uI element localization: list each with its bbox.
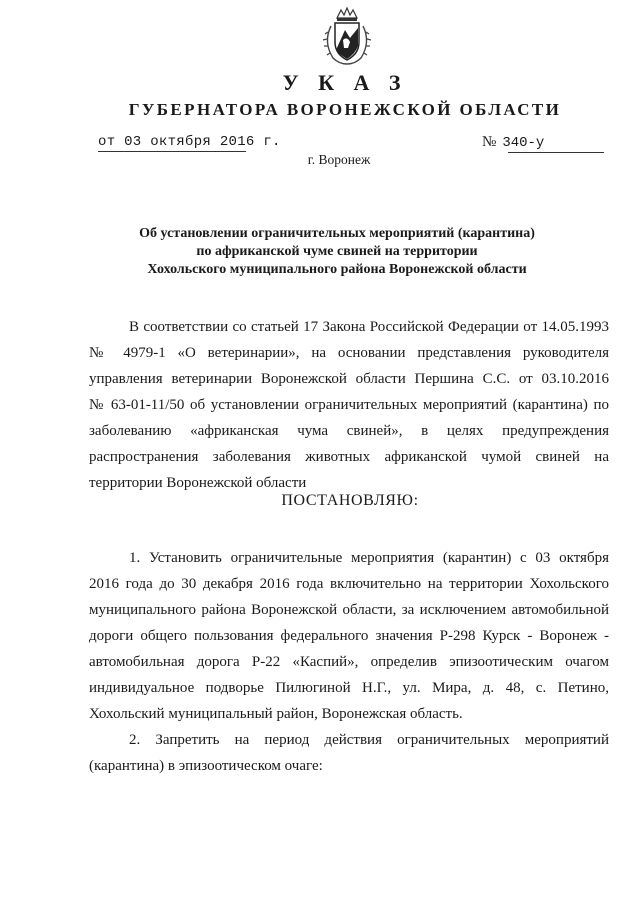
text-line: 2. Запретить на период действия ограничительных мероприятий	[129, 732, 609, 748]
voronezh-coat-of-arms-icon	[317, 6, 377, 68]
preamble-paragraph	[89, 314, 609, 496]
document-city: г. Воронеж	[307, 152, 371, 167]
document-date	[98, 134, 281, 150]
subject-line: Об установлении ограничительных мероприятий (карантина)	[139, 226, 535, 241]
subject-line: Хохольского муниципального района Воронежской области	[147, 262, 527, 277]
text-line: № 63-01-11/50 об установлении ограничительных мероприятий (карантина) по	[89, 397, 609, 413]
text-line: заболеванию «африканская чума свиней», в целях предупреждения	[89, 423, 609, 439]
text-line: В соответствии со статьей 17 Закона Российской Федерации от 14.05.1993	[129, 319, 609, 335]
text-line: № 4979-1 «О ветеринарии», на основании представления руководителя	[89, 345, 609, 361]
item-1-paragraph	[89, 545, 609, 727]
document-title: У К А З	[282, 70, 408, 95]
document-number-value: 340-у	[502, 135, 545, 151]
decree-word: ПОСТАНОВЛЯЮ:	[281, 492, 419, 509]
text-line: индивидуальное подворье Пилюгиной Н.Г., ул. Мира, д. 48, с. Петино,	[89, 680, 609, 696]
text-line: Хохольский муниципальный район, Воронежская область.	[89, 706, 463, 722]
text-line: муниципального района Воронежской области, за исключением автомобильной	[89, 602, 609, 618]
document-subtitle: ГУБЕРНАТОРА ВОРОНЕЖСКОЙ ОБЛАСТИ	[128, 100, 562, 119]
text-line: (карантина) в эпизоотическом очаге:	[89, 758, 323, 774]
text-line: распространения заболевания животных африканской чумой свиней на	[89, 449, 609, 465]
text-line: 2016 года до 30 декабря 2016 года включительно на территории Хохольского	[89, 576, 609, 592]
document-date-text: от 03 октября 2016 г.	[98, 134, 281, 150]
text-line: 1. Установить ограничительные мероприятия (карантин) с 03 октября	[129, 550, 609, 566]
text-line: дороги общего пользования федерального значения Р-298 Курск - Воронеж -	[89, 628, 609, 644]
number-sign: №	[482, 134, 497, 150]
text-line: автомобильная дорога Р-22 «Каспий», определив эпизоотическим очагом	[89, 654, 609, 670]
document-subject	[0, 225, 640, 279]
subject-line: по африканской чуме свиней на территории	[196, 244, 478, 259]
item-2-paragraph	[89, 727, 609, 779]
document-number	[482, 134, 606, 151]
text-line: управления ветеринарии Воронежской области Першина С.С. от 03.10.2016	[89, 371, 609, 387]
text-line: территории Воронежской области	[89, 475, 307, 491]
